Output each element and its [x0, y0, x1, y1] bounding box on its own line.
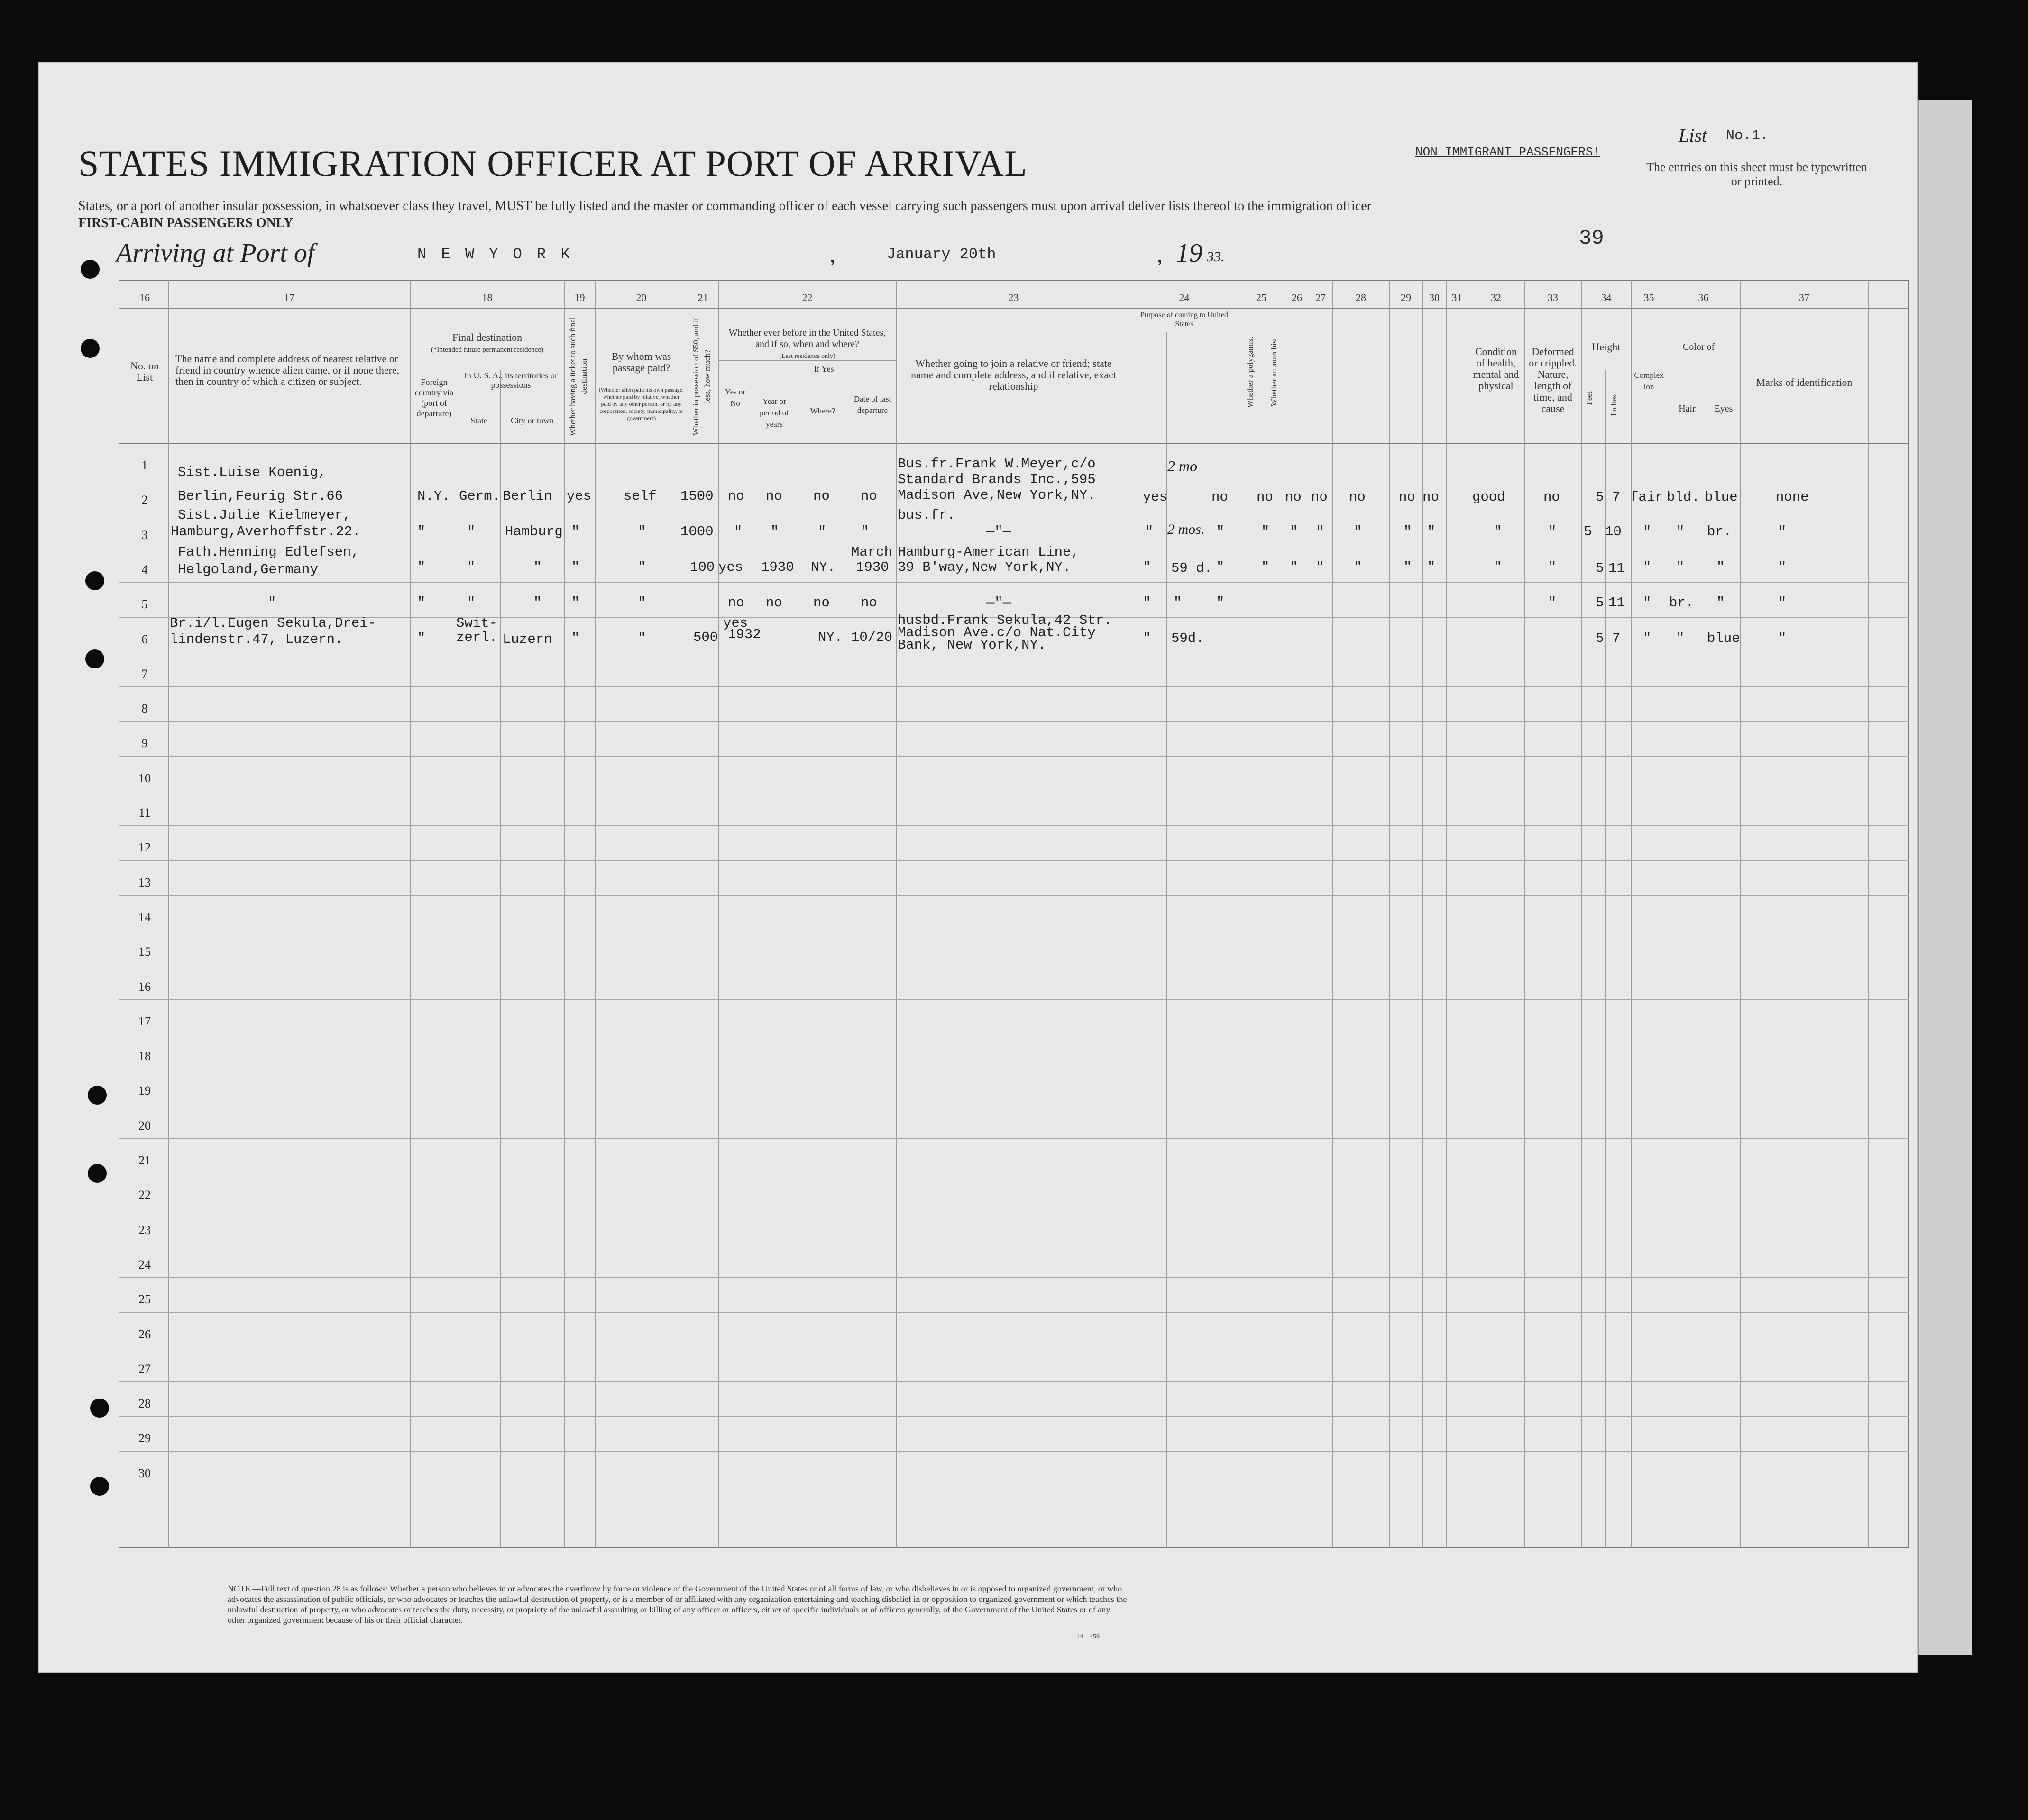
form-number: 14—459 — [1076, 1633, 1100, 1640]
header-anarchist: Whether an anarchist — [1269, 338, 1278, 407]
col-number: 28 — [1356, 292, 1366, 303]
header-feet: Feet — [1585, 391, 1594, 405]
row2-relative-line2: Hamburg,Averhoffstr.22. — [171, 524, 361, 540]
row4-feet: 5 — [1596, 595, 1604, 611]
row1-c29: no — [1349, 489, 1366, 505]
col-number: 36 — [1698, 292, 1709, 303]
row5-inches: 7 — [1612, 631, 1621, 646]
row1-deformed: no — [1543, 489, 1560, 505]
ditto-mark: " — [467, 595, 476, 611]
col-number: 24 — [1179, 292, 1190, 303]
row-number: 2 — [141, 493, 148, 507]
row1-period: no — [766, 488, 782, 504]
ditto-mark: " — [467, 559, 476, 575]
col-number: 20 — [636, 292, 647, 303]
row-number: 5 — [141, 597, 148, 611]
col-number: 33 — [1548, 292, 1558, 303]
row5-join-line3: Bank, New York,NY. — [898, 637, 1046, 653]
ditto-mark: " — [1216, 595, 1225, 611]
header-complexion: Complexion — [1634, 371, 1664, 391]
row-number: 1 — [141, 458, 148, 472]
ditto-mark: " — [1145, 524, 1154, 540]
ditto-mark: " — [571, 595, 580, 611]
ditto-mark: " — [417, 595, 426, 611]
header-color-of: Color of— — [1682, 342, 1725, 352]
row-number: 25 — [138, 1292, 151, 1306]
row1-yes-no: no — [728, 488, 744, 504]
row-number: 9 — [141, 736, 148, 750]
sheet-number: 39 — [1579, 227, 1604, 250]
col-number: 16 — [139, 292, 150, 303]
page-curl — [1918, 100, 1972, 1655]
row5-state-line1: Swit- — [456, 615, 498, 631]
row4-hair: br. — [1669, 595, 1694, 611]
list-number: No.1. — [1726, 128, 1769, 144]
row1-paid: self — [624, 488, 657, 504]
binder-hole — [90, 1477, 109, 1496]
row-number: 10 — [138, 771, 151, 785]
form-title: STATES IMMIGRATION OFFICER AT PORT OF ARRIVAL — [78, 143, 1028, 184]
ditto-mark: " — [1404, 524, 1412, 540]
row-number: 3 — [141, 528, 148, 542]
ditto-mark: " — [1548, 595, 1557, 611]
footer-note: NOTE.—Full text of question 28 is as follows: Whether a person who believes in or advocates the overthrow by force or violence of the Government of the United States or of all forms of law, or who disbelieves in or is opposed to organized government, or who advocates the assassination of public officials, or who advocates or teaches the unlawful destruction of property, or is a member of or affiliated with any organization entertaining and teaching disbelief in or opposition to organized government or which teaches the unlawful destruction of property, or who advocates or teaches the duty, necessity, or propriety of the unlawful assaulting or killing of any officer or officers, either of specific individuals or of officers generally, of the Government of the United States or of any other organized government because of his or their official character. — [228, 1584, 1127, 1625]
row2-length: 2 mos. — [1167, 521, 1205, 537]
ditto-mark: " — [1261, 524, 1270, 540]
col-number: 34 — [1601, 292, 1612, 303]
ditto-mark: " — [1174, 595, 1182, 611]
row-line — [119, 1416, 1909, 1417]
ditto-mark: " — [1778, 631, 1787, 646]
header-money: Whether in possession of $50, and if less, how much? — [691, 317, 712, 436]
ditto-mark: " — [1354, 524, 1362, 540]
row1-join-line1: Bus.fr.Frank W.Meyer,c/o — [898, 456, 1096, 472]
row2-join-line2: —"— — [986, 524, 1011, 540]
ditto-mark: " — [638, 631, 646, 646]
col-number: 19 — [574, 292, 585, 303]
ditto-mark: " — [818, 524, 826, 540]
header-state: State — [470, 416, 487, 425]
row1-money: 1500 — [680, 488, 714, 504]
row2-money: 1000 — [680, 524, 714, 540]
row-number: 16 — [138, 980, 151, 994]
header-marks: Marks of identification — [1756, 376, 1853, 388]
col-number: 25 — [1256, 292, 1266, 303]
binder-hole — [90, 1399, 109, 1418]
ditto-mark: " — [1643, 559, 1652, 575]
header-last-residence: (Last residence only) — [779, 353, 835, 360]
row5-eyes: blue — [1707, 631, 1740, 646]
col-number: 23 — [1008, 292, 1019, 303]
ditto-mark: " — [861, 524, 869, 540]
binder-hole — [85, 649, 104, 668]
row2-city: Hamburg — [505, 524, 563, 540]
ditto-mark: " — [571, 631, 580, 646]
row-line — [119, 1451, 1909, 1452]
col-number: 21 — [697, 292, 708, 303]
row-line — [119, 825, 1909, 826]
row2-feet: 5 — [1584, 524, 1592, 540]
header-last-departure: Date of last departure — [853, 394, 891, 415]
ditto-mark: " — [1316, 524, 1324, 540]
ditto-mark: " — [1778, 524, 1787, 540]
first-cabin-label: FIRST-CABIN PASSENGERS ONLY — [78, 216, 294, 230]
row-number: 26 — [138, 1327, 151, 1341]
row-line — [119, 895, 1909, 896]
binder-hole — [88, 1086, 107, 1105]
row1-purpose: yes — [1143, 489, 1168, 505]
ditto-mark: " — [1143, 595, 1151, 611]
ditto-mark: " — [1643, 631, 1652, 646]
ditto-mark: " — [417, 524, 426, 540]
row5-city: Luzern — [503, 631, 552, 647]
header-foreign-country: Foreign country via (port of departure) — [414, 377, 454, 418]
binder-hole — [88, 1164, 107, 1183]
row1-c31: no — [1422, 489, 1439, 505]
row4-period: no — [766, 595, 782, 611]
row-number: 18 — [138, 1049, 151, 1063]
ditto-mark: " — [1716, 595, 1725, 611]
row3-departure-month: March — [851, 544, 893, 560]
ditto-mark: " — [1216, 524, 1225, 540]
header-before: Whether ever before in the United States, and if so, when and where? — [728, 328, 886, 349]
row1-ticket: yes — [567, 488, 592, 504]
ditto-mark: " — [571, 524, 580, 540]
ditto-mark: " — [1778, 559, 1787, 575]
typewritten-note: The entries on this sheet must be typewritten or printed. — [1646, 160, 1867, 188]
row1-departure: no — [861, 488, 877, 504]
header-if-yes: If Yes — [814, 364, 834, 374]
row-number: 11 — [138, 806, 151, 820]
ditto-mark: " — [1316, 559, 1324, 575]
row-number: 27 — [138, 1362, 151, 1376]
row5-feet: 5 — [1596, 631, 1604, 646]
ditto-mark: " — [638, 524, 646, 540]
row3-feet: 5 — [1596, 560, 1604, 576]
col-number: 22 — [802, 292, 813, 303]
ditto-mark: " — [1354, 559, 1362, 575]
row1-via: N.Y. — [417, 488, 450, 504]
col-number: 30 — [1429, 292, 1440, 303]
ditto-mark: " — [1290, 559, 1298, 575]
row5-state-line2: zerl. — [456, 630, 498, 645]
header-height: Height — [1592, 341, 1621, 353]
ditto-mark: " — [1494, 559, 1502, 575]
row4-departure: no — [861, 595, 877, 611]
ditto-mark: " — [1778, 595, 1787, 611]
ditto-mark: " — [417, 559, 426, 575]
header-final-destination: Final destination — [452, 331, 523, 343]
ditto-mark: " — [1404, 559, 1412, 575]
ditto-mark: " — [1676, 631, 1685, 646]
row5-yes-no: yes — [723, 615, 748, 631]
ditto-mark: " — [771, 524, 779, 540]
row-line — [119, 582, 1909, 583]
row5-relative-line1: Br.i/l.Eugen Sekula,Drei- — [170, 615, 376, 631]
row2-join-line1: bus.fr. — [898, 507, 955, 523]
list-label: List — [1679, 125, 1707, 146]
row-number: 30 — [138, 1466, 151, 1480]
row2-inches: 10 — [1605, 524, 1622, 540]
header-passage: By whom was passage paid? — [611, 350, 671, 374]
ditto-mark: " — [1643, 524, 1652, 540]
row-number: 8 — [141, 702, 148, 715]
header-ticket: Whether having a ticket to such final destination — [568, 317, 588, 436]
header-intended: (*Intended future permanent residence) — [431, 346, 543, 354]
row-number: 4 — [141, 563, 148, 576]
row-number: 20 — [138, 1119, 151, 1133]
row3-money: 100 — [690, 559, 715, 575]
row5-period: 1932 — [728, 627, 761, 642]
header-in-usa: In U. S. A., its territories or possessions — [464, 371, 558, 390]
header-period: Year or period of years — [760, 397, 789, 429]
header-purpose: Purpose of coming to United States — [1140, 311, 1228, 328]
row1-c28: no — [1311, 489, 1328, 505]
row-number: 21 — [138, 1153, 151, 1167]
row1-marks: none — [1776, 489, 1809, 505]
row3-inches: 11 — [1608, 560, 1625, 576]
row1-c26: no — [1257, 489, 1273, 505]
ditto-mark: " — [1716, 559, 1725, 575]
row1-c25: no — [1211, 489, 1228, 505]
row5-join-line1: husbd.Frank Sekula,42 Str. — [898, 613, 1112, 628]
year-prefix: 19 — [1176, 238, 1202, 268]
row-line — [119, 999, 1909, 1000]
row1-hair: bld. — [1667, 489, 1700, 505]
ditto-mark: " — [1676, 524, 1685, 540]
row3-period: 1930 — [761, 559, 794, 575]
row3-relative-line2: Helgoland,Germany — [178, 562, 318, 577]
ditto-mark: " — [1548, 524, 1557, 540]
row-line — [119, 1312, 1909, 1313]
port-name: N E W Y O R K — [417, 246, 573, 263]
row4-where: no — [813, 595, 830, 611]
row5-join-line2: Madison Ave.c/o Nat.City — [898, 625, 1096, 640]
row1-health: good — [1472, 489, 1505, 505]
row1-eyes: blue — [1705, 489, 1738, 505]
row3-join-line2: 39 B'way,New York,NY. — [898, 559, 1071, 575]
row-line — [119, 1277, 1909, 1278]
header-relative: The name and complete address of nearest relative or friend in country whence alien came, or if none there, then in country of which a citizen or subject. — [175, 353, 400, 387]
row1-complexion: fair — [1630, 489, 1663, 505]
row-number: 29 — [138, 1431, 151, 1445]
row-number: 7 — [141, 667, 148, 681]
row-number: 6 — [141, 632, 148, 646]
row1-feet: 5 — [1596, 489, 1604, 505]
ditto-mark: " — [268, 595, 276, 611]
year-suffix: 33. — [1207, 249, 1225, 265]
col-number: 35 — [1643, 292, 1654, 303]
row5-departure: 10/20 — [851, 630, 893, 645]
row3-relative-line1: Fath.Henning Edlefsen, — [178, 544, 359, 560]
row5-relative-line2: lindenstr.47, Luzern. — [170, 631, 343, 647]
row3-length: 59 d. — [1171, 560, 1213, 576]
binder-hole — [81, 339, 100, 358]
form-subtitle: States, or a port of another insular possession, in whatsoever class they travel, MUST be fully listed and the master or commanding officer of each vessel carrying such passengers must upon arrival deliver lists thereof to the immigration officer — [78, 199, 1371, 213]
ditto-mark: " — [638, 559, 646, 575]
ditto-mark: " — [1290, 524, 1298, 540]
row-number: 24 — [138, 1258, 151, 1271]
header-no-on-list: No. on List — [130, 360, 159, 383]
row3-departure-year: 1930 — [856, 559, 889, 575]
col-number: 18 — [482, 292, 493, 303]
row-line — [119, 860, 1909, 861]
binder-hole — [81, 260, 100, 279]
row-number: 14 — [138, 910, 151, 924]
ditto-mark: " — [1143, 631, 1151, 646]
ditto-mark: " — [1143, 559, 1151, 575]
arriving-label: Arriving at Port of — [116, 238, 315, 268]
ditto-mark: " — [1494, 524, 1502, 540]
ditto-mark: " — [1643, 595, 1652, 611]
row4-join: —"— — [986, 595, 1011, 611]
row-line — [119, 686, 1909, 687]
header-where: Where? — [810, 406, 835, 415]
row5-length: 59d. — [1171, 631, 1204, 646]
col-number: 31 — [1451, 292, 1462, 303]
row5-money: 500 — [693, 630, 718, 645]
row1-city: Berlin — [503, 488, 552, 504]
row1-where: no — [813, 488, 830, 504]
row2-eyes: br. — [1707, 524, 1732, 540]
row-number: 22 — [138, 1188, 151, 1202]
header-passage-small: (Whether alien paid his own passage, whether paid by relative, whether paid by any other person, or by any corporation, society, municipality, or government) — [598, 386, 684, 421]
row1-c27: no — [1285, 489, 1302, 505]
row1-relative-line2: Berlin,Feurig Str.66 — [178, 488, 343, 504]
non-immigrant-label: NON IMMIGRANT PASSENGERS! — [1415, 145, 1601, 159]
ditto-mark: " — [1676, 559, 1685, 575]
row-line — [119, 721, 1909, 722]
row3-where: NY. — [811, 559, 836, 575]
row3-join-line1: Hamburg-American Line, — [898, 544, 1079, 560]
ditto-mark: " — [533, 595, 542, 611]
ditto-mark: " — [1216, 559, 1225, 575]
col-number: 32 — [1491, 292, 1501, 303]
ditto-mark: " — [734, 524, 743, 540]
ditto-mark: " — [417, 631, 426, 646]
row1-join-line2: Standard Brands Inc.,595 — [898, 472, 1096, 487]
col-number: 26 — [1292, 292, 1302, 303]
header-inches: Inches — [1609, 394, 1618, 416]
header-eyes: Eyes — [1714, 403, 1733, 414]
row-number: 28 — [138, 1397, 151, 1410]
header-yes-no: Yes or No — [725, 387, 746, 408]
row-number: 17 — [138, 1015, 151, 1028]
row4-inches: 11 — [1608, 595, 1625, 611]
header-join: Whether going to join a relative or friend; state name and complete address, and if relative, exact relationship — [910, 357, 1117, 392]
row-number: 19 — [138, 1084, 151, 1097]
ditto-mark: " — [1427, 524, 1436, 540]
row-line — [119, 1381, 1909, 1382]
row2-relative-line1: Sist.Julie Kielmeyer, — [178, 507, 351, 523]
col-number: 27 — [1315, 292, 1326, 303]
ditto-mark: " — [638, 595, 646, 611]
row-line — [119, 756, 1909, 757]
ditto-mark: " — [533, 559, 542, 575]
row-number: 15 — [138, 945, 151, 959]
row5-where: NY. — [818, 630, 843, 645]
ditto-mark: " — [1548, 559, 1557, 575]
row1-state: Germ. — [459, 488, 501, 504]
row-number: 23 — [138, 1223, 151, 1237]
ditto-mark: " — [571, 559, 580, 575]
arrival-date: January 20th — [887, 246, 996, 263]
row4-yes-no: no — [728, 595, 744, 611]
header-polygamist: Whether a polygamist — [1246, 336, 1255, 408]
header-condition: Condition of health, mental and physical — [1473, 346, 1519, 392]
row1-relative-line1: Sist.Luise Koenig, — [178, 465, 327, 480]
row-line — [119, 1138, 1909, 1139]
row1-inches: 7 — [1612, 489, 1621, 505]
row1-join-line3: Madison Ave,New York,NY. — [898, 487, 1096, 503]
header-city: City or town — [510, 416, 554, 425]
row3-yes-no: yes — [718, 559, 743, 575]
col-number: 37 — [1799, 292, 1809, 303]
header-hair: Hair — [1679, 403, 1696, 414]
header-deformed: Deformed or crippled. Nature, length of time, and cause — [1529, 346, 1577, 414]
ditto-mark: " — [467, 524, 476, 540]
col-number: 29 — [1401, 292, 1411, 303]
ditto-mark: " — [1427, 559, 1436, 575]
binder-hole — [85, 571, 104, 590]
ditto-mark: " — [1261, 559, 1270, 575]
row1-length: 2 mo — [1167, 457, 1198, 475]
row-number: 12 — [138, 841, 151, 854]
row-number: 13 — [138, 876, 151, 889]
col-number: 17 — [284, 292, 294, 303]
row1-c30: no — [1399, 489, 1415, 505]
